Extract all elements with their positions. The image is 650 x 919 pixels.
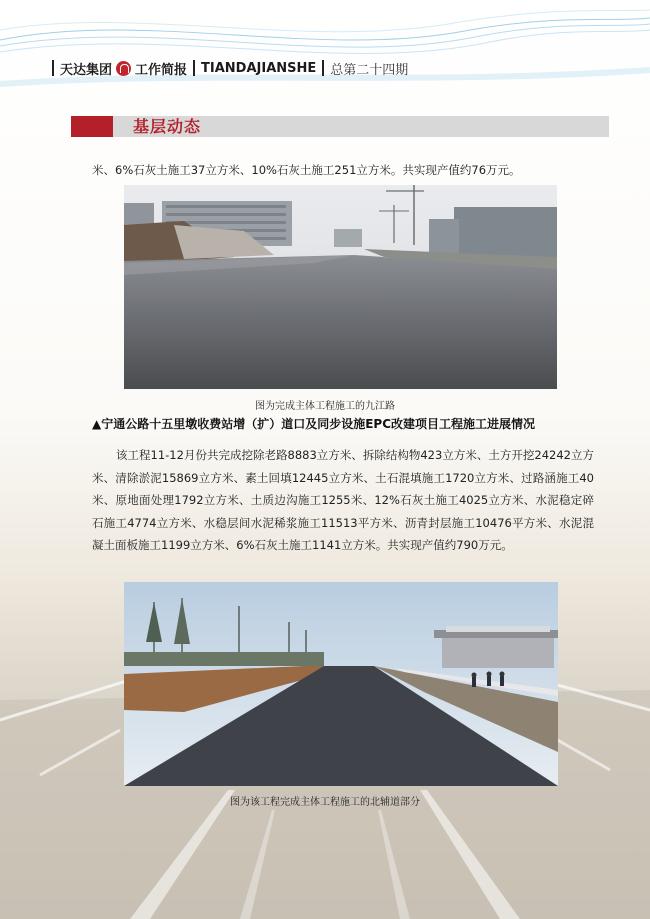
page-header (0, 0, 650, 92)
header-divider (322, 60, 324, 76)
banner-accent-block (71, 116, 113, 137)
section-banner (71, 116, 609, 137)
header-divider (52, 60, 54, 76)
report-name: 工作简报 (135, 62, 188, 78)
company-name: 天达集团 (60, 62, 113, 78)
header-wave-decoration (0, 0, 650, 92)
section-title: 基层动态 (133, 117, 202, 136)
project-heading: ▲宁通公路十五里墩收费站增（扩）道口及同步设施EPC改建项目工程施工进展情况 (92, 417, 536, 431)
header-title-bar (46, 58, 408, 78)
top-paragraph: 米、6%石灰土施工37立方米、10%石灰土施工251立方米。共实现产值约76万元。 (92, 163, 521, 177)
road-photo-jiujiang (124, 185, 557, 389)
header-divider (193, 60, 195, 76)
project-body: 该工程11-12月份共完成挖除老路8883立方米、拆除结构物423立方米、土方开挖24242立方米、清除淤泥15869立方米、素土回填12445立方米、土石混填施工1720立方米、过路涵施工40米、原地面处理1792立方米、土质边沟施工1255米、12%石灰土施工4025立方米、水泥稳定碎石施工4774立方米、水稳层间水泥稀浆施工11513平方米、沥青封层施工10476平方米、水泥混凝土面板施工1199立方米、6%石灰土施工1141立方米。共实现产值约790万元。 (92, 448, 594, 553)
company-logo-icon (116, 61, 131, 76)
photo2-caption: 图为该工程完成主体工程施工的北辅道部分 (230, 797, 420, 808)
brand-name: TIANDAJIANSHE (201, 60, 317, 76)
road-photo-north-auxiliary (124, 582, 558, 786)
issue-number: 总第二十四期 (330, 62, 409, 78)
photo1-caption: 图为完成主体工程施工的九江路 (255, 401, 395, 412)
